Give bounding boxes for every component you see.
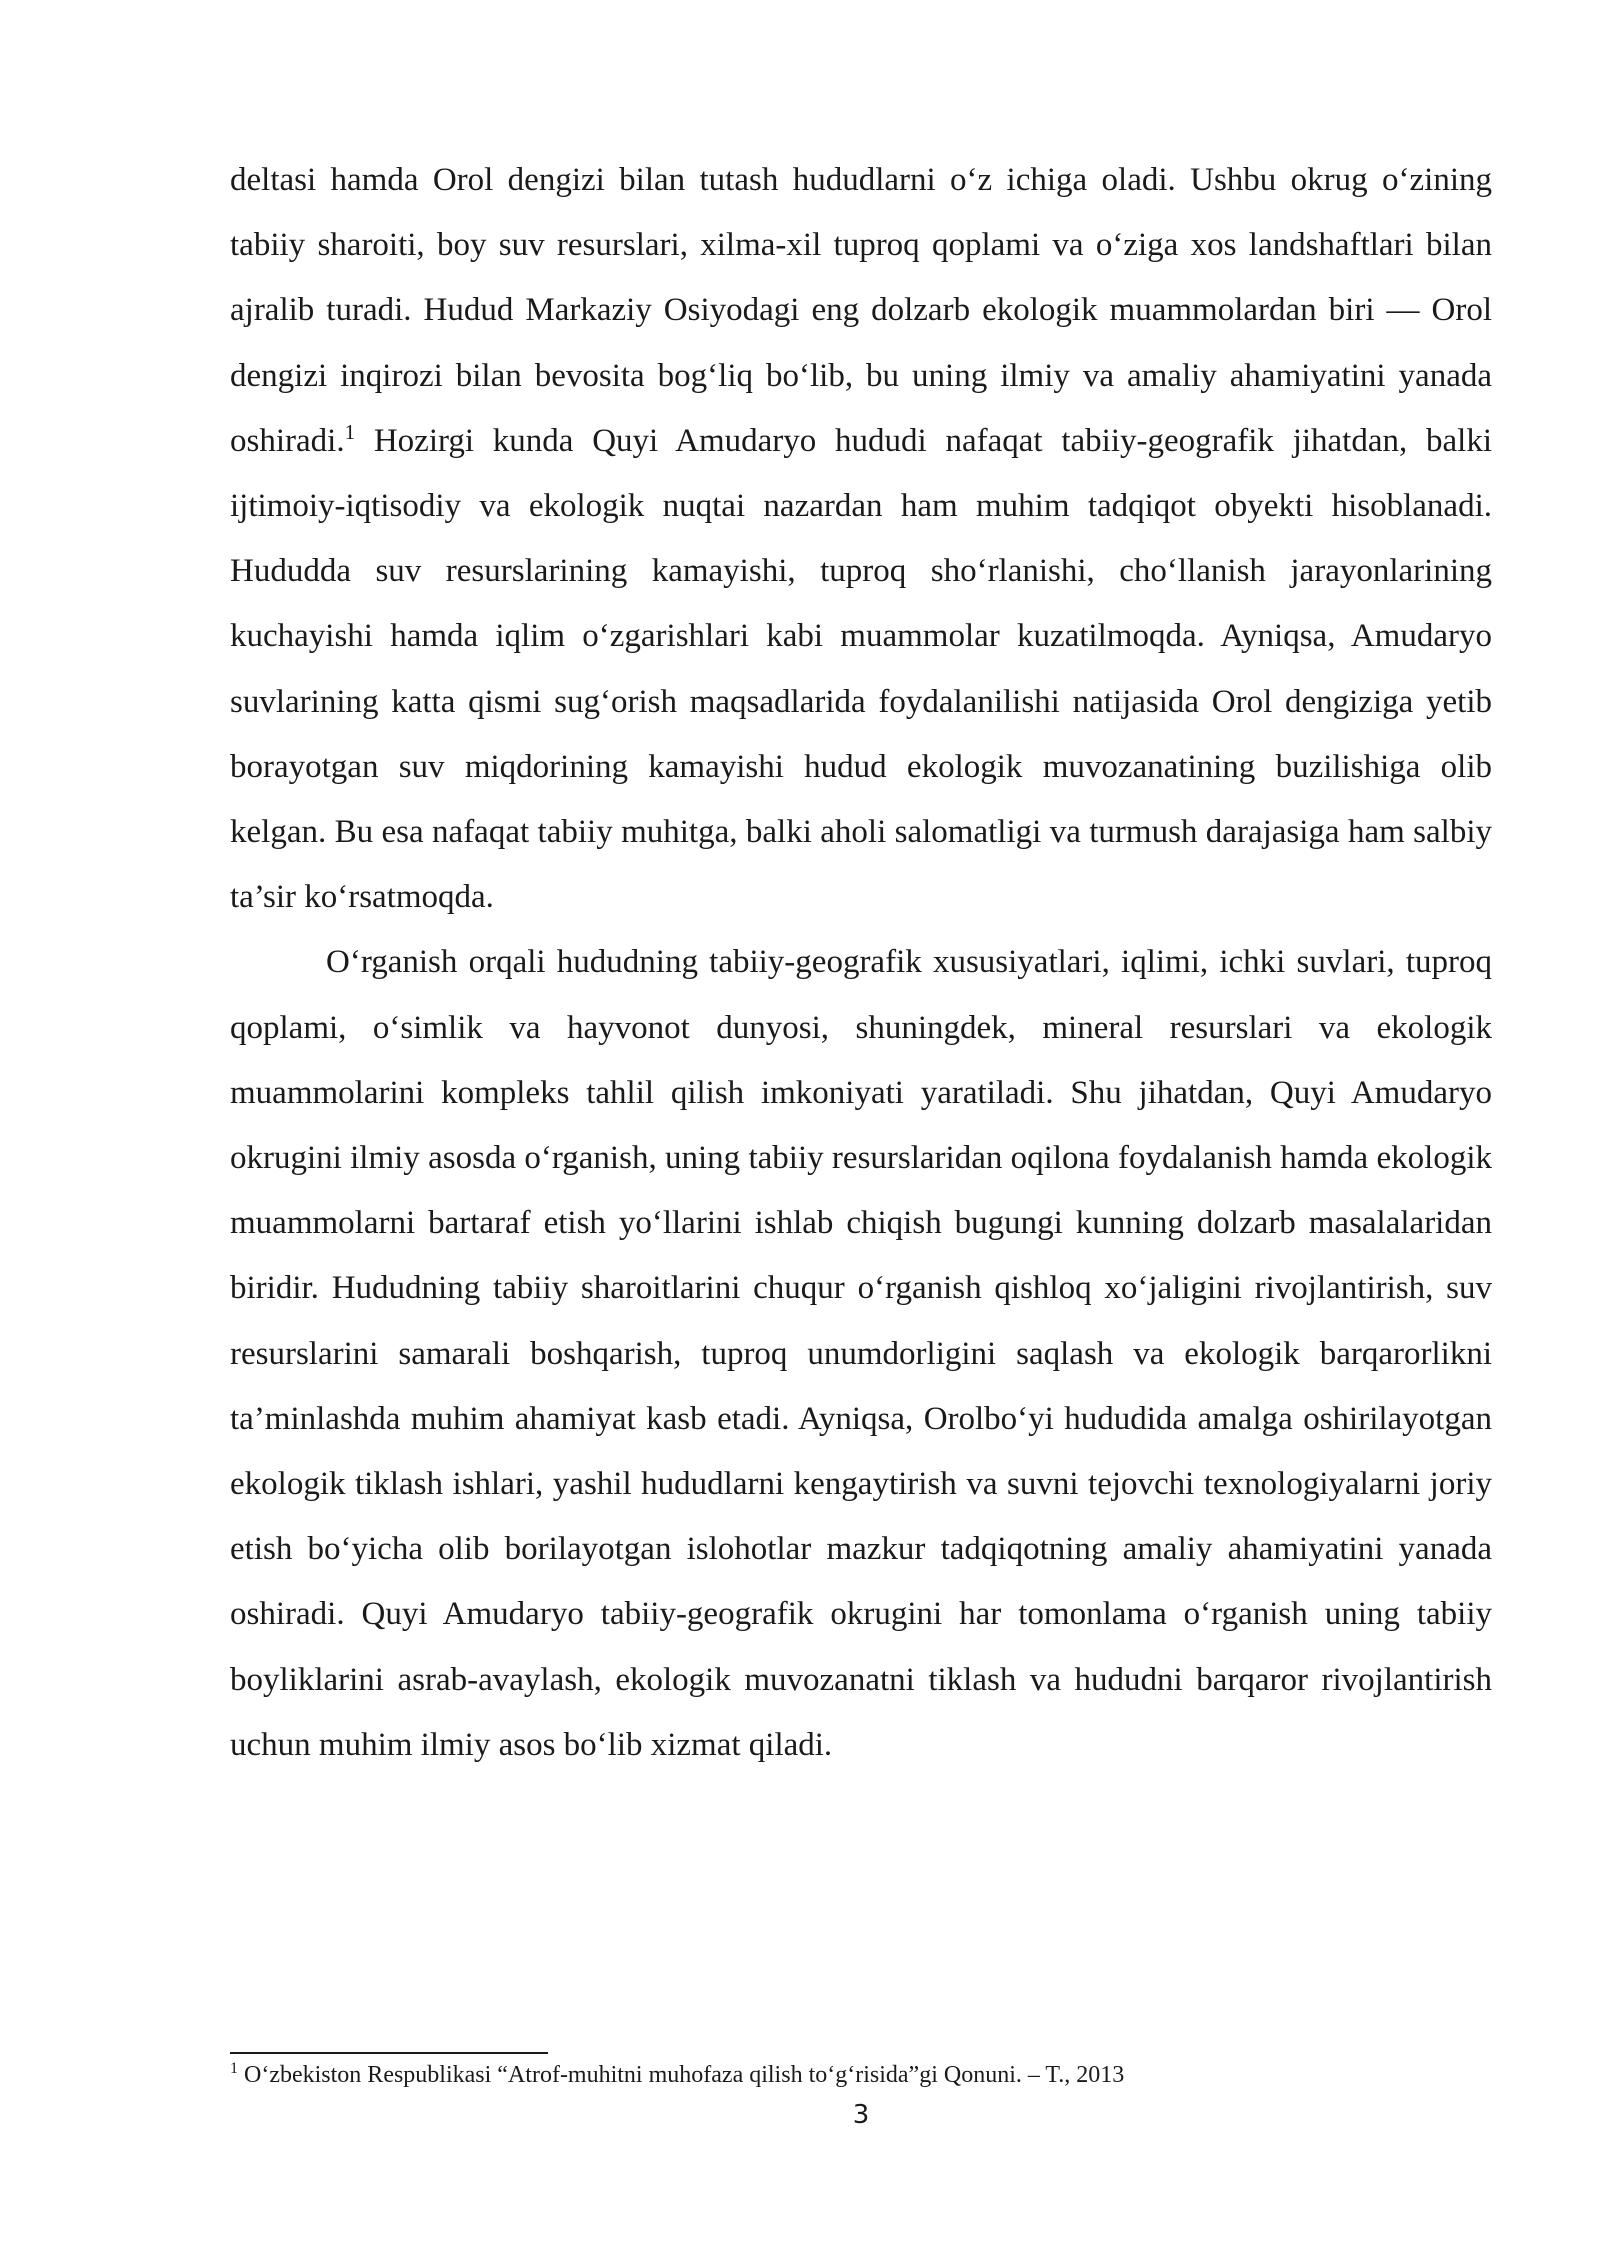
- page-number: 3: [852, 2100, 870, 2130]
- footnote-number: 1: [230, 2060, 238, 2077]
- footnote-reference[interactable]: 1: [344, 419, 356, 444]
- paragraph-1-continuation: Hozirgi kunda Quyi Amudaryo hududi nafaqat tabiiy-geografik jihatdan, balki ijtimoiy-iqtisodiy va ekologik nuqtai nazardan ham muhim tadqiqot obyekti hisoblanadi. Hududda suv resurslarining kamayishi, tuproq sho‘rlanishi, cho‘llanish jarayonlarining kuchayishi hamda iqlim o‘zgarishlari kabi muammolar kuzatilmoqda. Ayniqsa, Amudaryo suvlarining katta qismi sug‘orish maqsadlarida foydalanilishi natijasida Orol dengiziga yetib borayotgan suv miqdorining kamayishi hudud ekologik muvozanatining buzilishiga olib kelgan. Bu esa nafaqat tabiiy muhitga, balki aholi salomatligi va turmush darajasiga ham salbiy ta’sir ko‘rsatmoqda.: [230, 422, 1492, 916]
- footnote: [230, 2058, 1492, 2092]
- paragraph-1: [230, 148, 1492, 930]
- footnote-separator: [230, 2052, 548, 2054]
- body-text: [230, 148, 1492, 1778]
- footnote-text: O‘zbekiston Respublikasi “Atrof-muhitni muhofaza qilish to‘g‘risida”gi Qonuni. – T., 2013: [238, 2062, 1125, 2088]
- paragraph-1-text: deltasi hamda Orol dengizi bilan tutash hududlarni o‘z ichiga oladi. Ushbu okrug o‘zining tabiiy sharoiti, boy suv resurslari, xilma-xil tuproq qoplami va o‘ziga xos landshaftlari bilan ajralib turadi. Hudud Markaziy Osiyodagi eng dolzarb ekologik muammolardan biri — Orol dengizi inqirozi bilan bevosita bog‘liq bo‘lib, bu uning ilmiy va amaliy ahamiyatini yanada oshiradi.: [230, 162, 1492, 459]
- paragraph-2: O‘rganish orqali hududning tabiiy-geografik xususiyatlari, iqlimi, ichki suvlari, tuproq qoplami, o‘simlik va hayvonot dunyosi, shuningdek, mineral resurslari va ekologik muammolarini kompleks tahlil qilish imkoniyati yaratiladi. Shu jihatdan, Quyi Amudaryo okrugini ilmiy asosda o‘rganish, uning tabiiy resurslaridan oqilona foydalanish hamda ekologik muammolarni bartaraf etish yo‘llarini ishlab chiqish bugungi kunning dolzarb masalalaridan biridir. Hududning tabiiy sharoitlarini chuqur o‘rganish qishloq xo‘jaligini rivojlantirish, suv resurslarini samarali boshqarish, tuproq unumdorligini saqlash va ekologik barqarorlikni ta’minlashda muhim ahamiyat kasb etadi. Ayniqsa, Orolbo‘yi hududida amalga oshirilayotgan ekologik tiklash ishlari, yashil hududlarni kengaytirish va suvni tejovchi texnologiyalarni joriy etish bo‘yicha olib borilayotgan islohotlar mazkur tadqiqotning amaliy ahamiyatini yanada oshiradi. Quyi Amudaryo tabiiy-geografik okrugini har tomonlama o‘rganish uning tabiiy boyliklarini asrab-avaylash, ekologik muvozanatni tiklash va hududni barqaror rivojlantirish uchun muhim ilmiy asos bo‘lib xizmat qiladi.: [230, 944, 1492, 1763]
